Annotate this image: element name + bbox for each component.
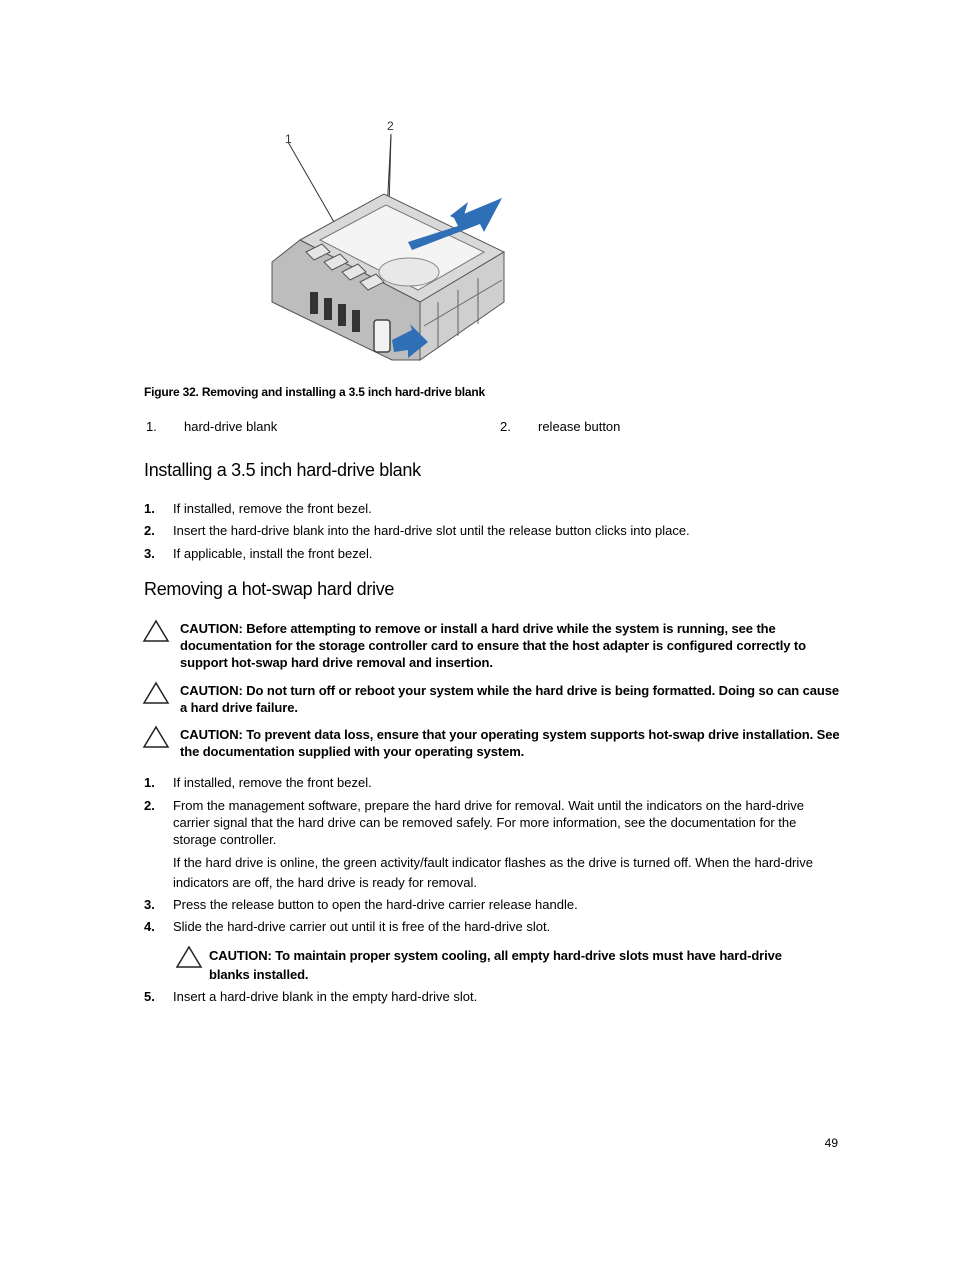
- step-text: If installed, remove the front bezel.: [173, 501, 372, 516]
- step-text: Slide the hard-drive carrier out until it is free of the hard-drive slot.: [173, 919, 551, 934]
- step-text: If installed, remove the front bezel.: [173, 775, 372, 790]
- caution-icon: [142, 619, 170, 648]
- step-number: 1.: [144, 501, 155, 516]
- legend-text-1: hard-drive blank: [184, 419, 278, 434]
- callout-number-2: 2: [387, 119, 394, 133]
- list-item: [144, 853, 844, 891]
- legend-number-1: 1.: [146, 419, 157, 434]
- step-note-text: If the hard drive is online, the green activity/fault indicator flashes as the drive is turned off. When the hard-drive indicators are off, the hard drive is ready for removal.: [173, 855, 813, 890]
- caution-text: CAUTION: To prevent data loss, ensure that your operating system supports hot-swap drive installation. See the documentation supplied with your operating system.: [180, 727, 840, 759]
- step-number: 2.: [144, 523, 155, 538]
- list-item: [144, 797, 844, 848]
- list-item: [144, 896, 844, 913]
- legend-number-2: 2.: [500, 419, 511, 434]
- step-text: Press the release button to open the hard-drive carrier release handle.: [173, 897, 578, 912]
- step-text: Insert a hard-drive blank in the empty hard-drive slot.: [173, 989, 478, 1004]
- caution-icon: [142, 725, 170, 754]
- step-text: From the management software, prepare the hard drive for removal. Wait until the indicators on the hard-drive carrier signal that the hard drive can be removed safely. For more information, see the documentation for the storage controller.: [173, 798, 805, 847]
- caution-icon: [142, 681, 170, 710]
- caution-icon: [175, 945, 203, 974]
- hard-drive-blank-illustration: [262, 112, 512, 362]
- list-item: [144, 545, 844, 562]
- legend-text-2: release button: [538, 419, 621, 434]
- step-number: 3.: [144, 546, 155, 561]
- section-heading-removing: Removing a hot-swap hard drive: [144, 579, 395, 599]
- page-number: 49: [824, 1136, 838, 1150]
- list-item: [144, 500, 844, 517]
- step-text: If applicable, install the front bezel.: [173, 546, 373, 561]
- step-number: 4.: [144, 919, 155, 934]
- step-number: 2.: [144, 798, 155, 813]
- list-item: [144, 918, 844, 935]
- step-text: Insert the hard-drive blank into the hard-drive slot until the release button clicks into place.: [173, 523, 690, 538]
- list-item: [144, 522, 844, 539]
- figure-caption: Figure 32. Removing and installing a 3.5 inch hard-drive blank: [144, 385, 486, 399]
- caution-text: CAUTION: To maintain proper system cooling, all empty hard-drive slots must have hard-drive blanks installed.: [209, 948, 782, 982]
- step-number: 5.: [144, 989, 155, 1004]
- caution-text: CAUTION: Before attempting to remove or install a hard drive while the system is running, see the documentation for the storage controller card to ensure that the host adapter is configured correctly to support hot-swap hard drive removal and insertion.: [180, 621, 806, 670]
- caution-text: CAUTION: Do not turn off or reboot your system while the hard drive is being formatted. Doing so can cause a hard drive failure.: [180, 683, 839, 715]
- step-number: 3.: [144, 897, 155, 912]
- section-heading-installing: Installing a 3.5 inch hard-drive blank: [144, 460, 421, 480]
- callout-number-1: 1: [285, 132, 292, 146]
- step-number: 1.: [144, 775, 155, 790]
- list-item: [144, 774, 844, 791]
- list-item: [144, 988, 844, 1005]
